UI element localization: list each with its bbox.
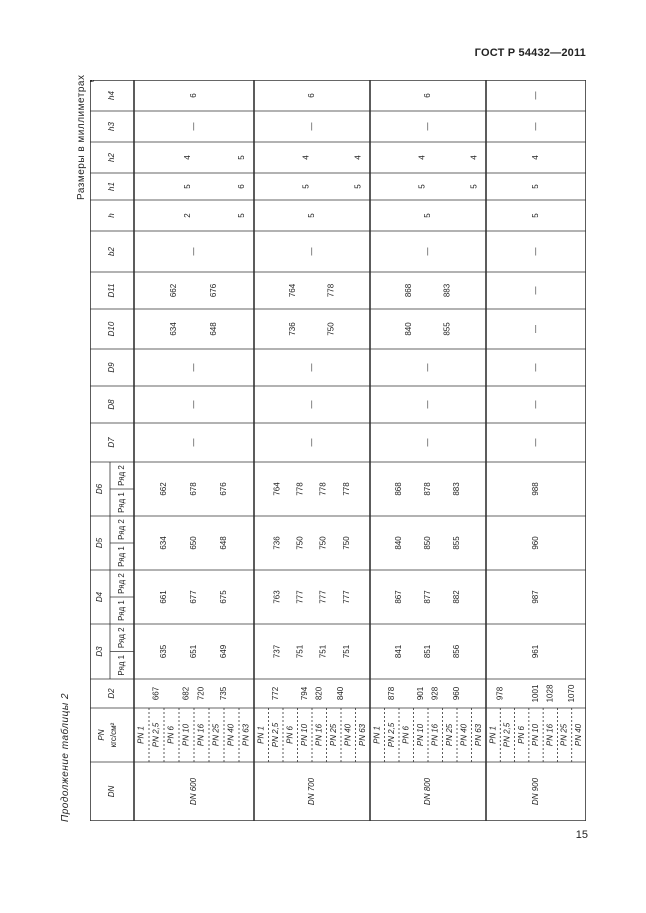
col-header-h2: h2	[107, 153, 117, 162]
pn-value: PN 25	[444, 723, 454, 747]
d2-value: 667	[151, 686, 161, 701]
dash-value: —	[423, 363, 433, 372]
d2-value: 878	[386, 686, 396, 701]
d4-value: 987	[531, 590, 541, 604]
pn-value: PN 6	[285, 726, 295, 744]
h1-value: 5	[183, 184, 193, 189]
pn-value: PN 40	[459, 723, 469, 747]
pn-value: PN 1	[372, 726, 382, 744]
h4-value: 6	[189, 93, 199, 98]
dash-value: —	[423, 247, 433, 256]
d4-value: 677	[189, 590, 199, 604]
table-grid	[90, 80, 586, 821]
pn-value: PN 1	[256, 726, 266, 744]
d2-value: 1070	[566, 684, 576, 703]
pn-value: PN 10	[415, 723, 425, 747]
d10-value: 648	[209, 322, 219, 336]
d11-value: 778	[326, 283, 336, 298]
pn-value: PN 25	[559, 723, 569, 747]
pn-value: PN 6	[401, 726, 411, 744]
dash-value: —	[307, 247, 317, 256]
pn-value: PN 16	[196, 723, 206, 747]
d2-value: 735	[219, 686, 229, 701]
d5-value: 850	[423, 536, 433, 550]
d5-value: 750	[295, 536, 305, 550]
d4-value: 867	[394, 590, 404, 604]
pn-value: PN 1	[136, 726, 146, 744]
col-header-ryad1: Ряд 1	[117, 654, 127, 676]
document-designation: ГОСТ Р 54432—2011	[474, 47, 586, 59]
col-header-d9: D9	[107, 362, 117, 373]
d10-value: 855	[442, 322, 452, 336]
d4-value: 777	[295, 590, 305, 604]
d3-value: 961	[531, 644, 541, 659]
d3-value: 856	[452, 644, 462, 659]
d6-value: 778	[341, 482, 351, 496]
col-header-d2: D2	[107, 688, 117, 699]
col-header-pn-unit: кгс/см²	[109, 722, 119, 748]
d10-value: 736	[287, 322, 297, 336]
dash-value: —	[189, 363, 199, 372]
pn-value: PN 2,5	[270, 722, 280, 748]
d2-value: 1028	[545, 684, 555, 703]
dash-value: —	[531, 363, 541, 372]
d4-value: 675	[219, 590, 229, 604]
dash-value: —	[307, 122, 317, 131]
pn-value: PN 1	[488, 726, 498, 744]
dimension-table	[90, 80, 586, 821]
h1-value: 6	[237, 184, 247, 189]
pn-value: PN 2,5	[386, 722, 396, 748]
d11-value: 883	[442, 283, 452, 298]
col-header-d7: D7	[107, 437, 117, 448]
col-header-h3: h3	[107, 122, 117, 131]
d11-value: 764	[287, 283, 297, 298]
d4-value: 877	[423, 590, 433, 604]
d5-value: 840	[394, 536, 404, 550]
d3-value: 651	[189, 644, 199, 659]
pn-value: PN 63	[473, 723, 483, 747]
d6-value: 778	[318, 482, 328, 496]
pn-value: PN 6	[516, 726, 526, 744]
pn-value: PN 10	[299, 723, 309, 747]
dash-value: —	[531, 91, 541, 100]
d3-value: 851	[423, 644, 433, 659]
col-header-ryad2: Ряд 2	[117, 519, 127, 540]
h-value: 5	[307, 213, 317, 218]
units-note: Размеры в миллиметрах	[76, 74, 87, 200]
d4-value: 777	[318, 590, 328, 604]
d6-value: 878	[423, 482, 433, 496]
dash-value: —	[531, 438, 541, 447]
d3-value: 635	[159, 644, 169, 659]
d10-value: 634	[169, 322, 179, 336]
col-header-ryad2: Ряд 2	[117, 627, 127, 649]
page-number: 15	[575, 829, 588, 841]
col-header-ryad1: Ряд 1	[117, 492, 127, 513]
pn-value: PN 10	[181, 723, 191, 747]
group-dn-label: DN 800	[423, 777, 433, 806]
h2-value: 4	[469, 155, 479, 160]
dash-value: —	[531, 325, 541, 333]
d5-value: 855	[452, 536, 462, 550]
col-header-h: h	[107, 213, 117, 218]
h-value: 5	[423, 213, 433, 218]
pn-value: PN 16	[545, 723, 555, 747]
h2-value: 5	[237, 155, 247, 160]
d2-value: 720	[196, 686, 206, 701]
d2-value: 1001	[531, 684, 541, 703]
dash-value: —	[307, 400, 317, 409]
d4-value: 777	[341, 590, 351, 604]
d6-value: 676	[219, 482, 229, 496]
pn-value: PN 10	[531, 723, 541, 747]
h1-value: 5	[417, 184, 427, 189]
d2-value: 794	[299, 686, 309, 701]
h2-value: 4	[417, 155, 427, 160]
d5-value: 650	[189, 536, 199, 550]
pn-value: PN 25	[328, 723, 338, 747]
col-header-ryad2: Ряд 2	[117, 573, 127, 594]
d2-value: 978	[495, 686, 505, 701]
d2-value: 682	[181, 686, 191, 701]
dash-value: —	[531, 247, 541, 256]
pn-value: PN 40	[573, 723, 583, 747]
d6-value: 988	[531, 482, 541, 496]
pn-value: PN 2,5	[151, 722, 161, 748]
col-header-ryad1: Ряд 1	[117, 546, 127, 567]
d6-value: 764	[272, 482, 282, 496]
dash-value: —	[423, 438, 433, 447]
pn-value: PN 40	[226, 723, 236, 747]
col-header-dn: DN	[107, 785, 117, 798]
pn-value: PN 40	[343, 723, 353, 747]
d4-value: 661	[159, 590, 169, 604]
dash-value: —	[531, 286, 541, 295]
dash-value: —	[423, 400, 433, 409]
col-header-h4: h4	[107, 91, 117, 100]
h-value: 2	[183, 213, 193, 218]
d10-value: 750	[326, 322, 336, 336]
col-header-h1: h1	[107, 182, 117, 191]
d5-value: 736	[272, 536, 282, 550]
h-value: 5	[531, 213, 541, 218]
d5-value: 750	[318, 536, 328, 550]
d6-value: 662	[159, 482, 169, 496]
col-header-ryad2: Ряд 2	[117, 465, 127, 486]
col-header-d3: D3	[95, 646, 105, 657]
d4-value: 882	[452, 590, 462, 604]
d6-value: 678	[189, 482, 199, 496]
h-value: 5	[237, 213, 247, 218]
pn-value: PN 16	[314, 723, 324, 747]
d3-value: 841	[394, 644, 404, 659]
h1-value: 5	[353, 184, 363, 189]
pn-value: PN 2,5	[502, 722, 512, 748]
col-header-b2: b2	[107, 247, 117, 256]
pn-value: PN 63	[241, 723, 251, 747]
pn-value: PN 6	[166, 726, 176, 744]
h2-value: 4	[183, 155, 193, 160]
col-header-d8: D8	[107, 399, 117, 410]
d3-value: 751	[341, 644, 351, 659]
d3-value: 751	[318, 644, 328, 659]
d3-value: 751	[295, 644, 305, 659]
d2-value: 772	[270, 686, 280, 701]
col-header-pn: PN	[97, 729, 107, 741]
d4-value: 763	[272, 590, 282, 604]
d5-value: 648	[219, 536, 229, 550]
col-header-d5: D5	[95, 537, 105, 549]
dash-value: —	[189, 438, 199, 447]
h4-value: 6	[423, 93, 433, 98]
d6-value: 883	[452, 482, 462, 496]
h1-value: 5	[469, 184, 479, 189]
col-header-ryad1: Ряд 1	[117, 600, 127, 621]
d5-value: 960	[531, 536, 541, 550]
dash-value: —	[189, 122, 199, 131]
d2-value: 840	[336, 686, 346, 701]
dash-value: —	[531, 400, 541, 409]
d6-value: 778	[295, 482, 305, 496]
pn-value: PN 63	[357, 723, 367, 747]
d3-value: 737	[272, 644, 282, 659]
dash-value: —	[189, 400, 199, 409]
d6-value: 868	[394, 482, 404, 496]
group-dn-label: DN 700	[307, 777, 317, 806]
col-header-d6: D6	[95, 483, 105, 495]
dash-value: —	[189, 247, 199, 256]
dash-value: —	[423, 122, 433, 131]
h2-value: 4	[531, 155, 541, 160]
h1-value: 5	[301, 184, 311, 189]
d2-value: 901	[415, 686, 425, 701]
h4-value: 6	[307, 93, 317, 98]
d2-value: 928	[430, 686, 440, 701]
d2-value: 820	[314, 686, 324, 701]
dash-value: —	[531, 122, 541, 131]
col-header-d10: D10	[107, 321, 117, 337]
d11-value: 676	[209, 283, 219, 298]
d5-value: 634	[159, 536, 169, 550]
d5-value: 750	[341, 536, 351, 550]
table-continuation-caption: Продолжение таблицы 2	[60, 692, 71, 822]
d11-value: 868	[403, 283, 413, 298]
col-header-d4: D4	[95, 591, 105, 603]
d3-value: 649	[219, 644, 229, 659]
h1-value: 5	[531, 184, 541, 189]
group-dn-label: DN 900	[531, 777, 541, 806]
h2-value: 4	[353, 155, 363, 160]
dash-value: —	[307, 363, 317, 372]
dash-value: —	[307, 438, 317, 447]
d2-value: 960	[452, 686, 462, 701]
d10-value: 840	[403, 322, 413, 336]
h2-value: 4	[301, 155, 311, 160]
pn-value: PN 16	[430, 723, 440, 747]
group-dn-label: DN 600	[189, 777, 199, 806]
dash-value	[90, 80, 94, 84]
col-header-d11: D11	[107, 283, 117, 298]
pn-value: PN 25	[211, 723, 221, 747]
d11-value: 662	[169, 283, 179, 298]
